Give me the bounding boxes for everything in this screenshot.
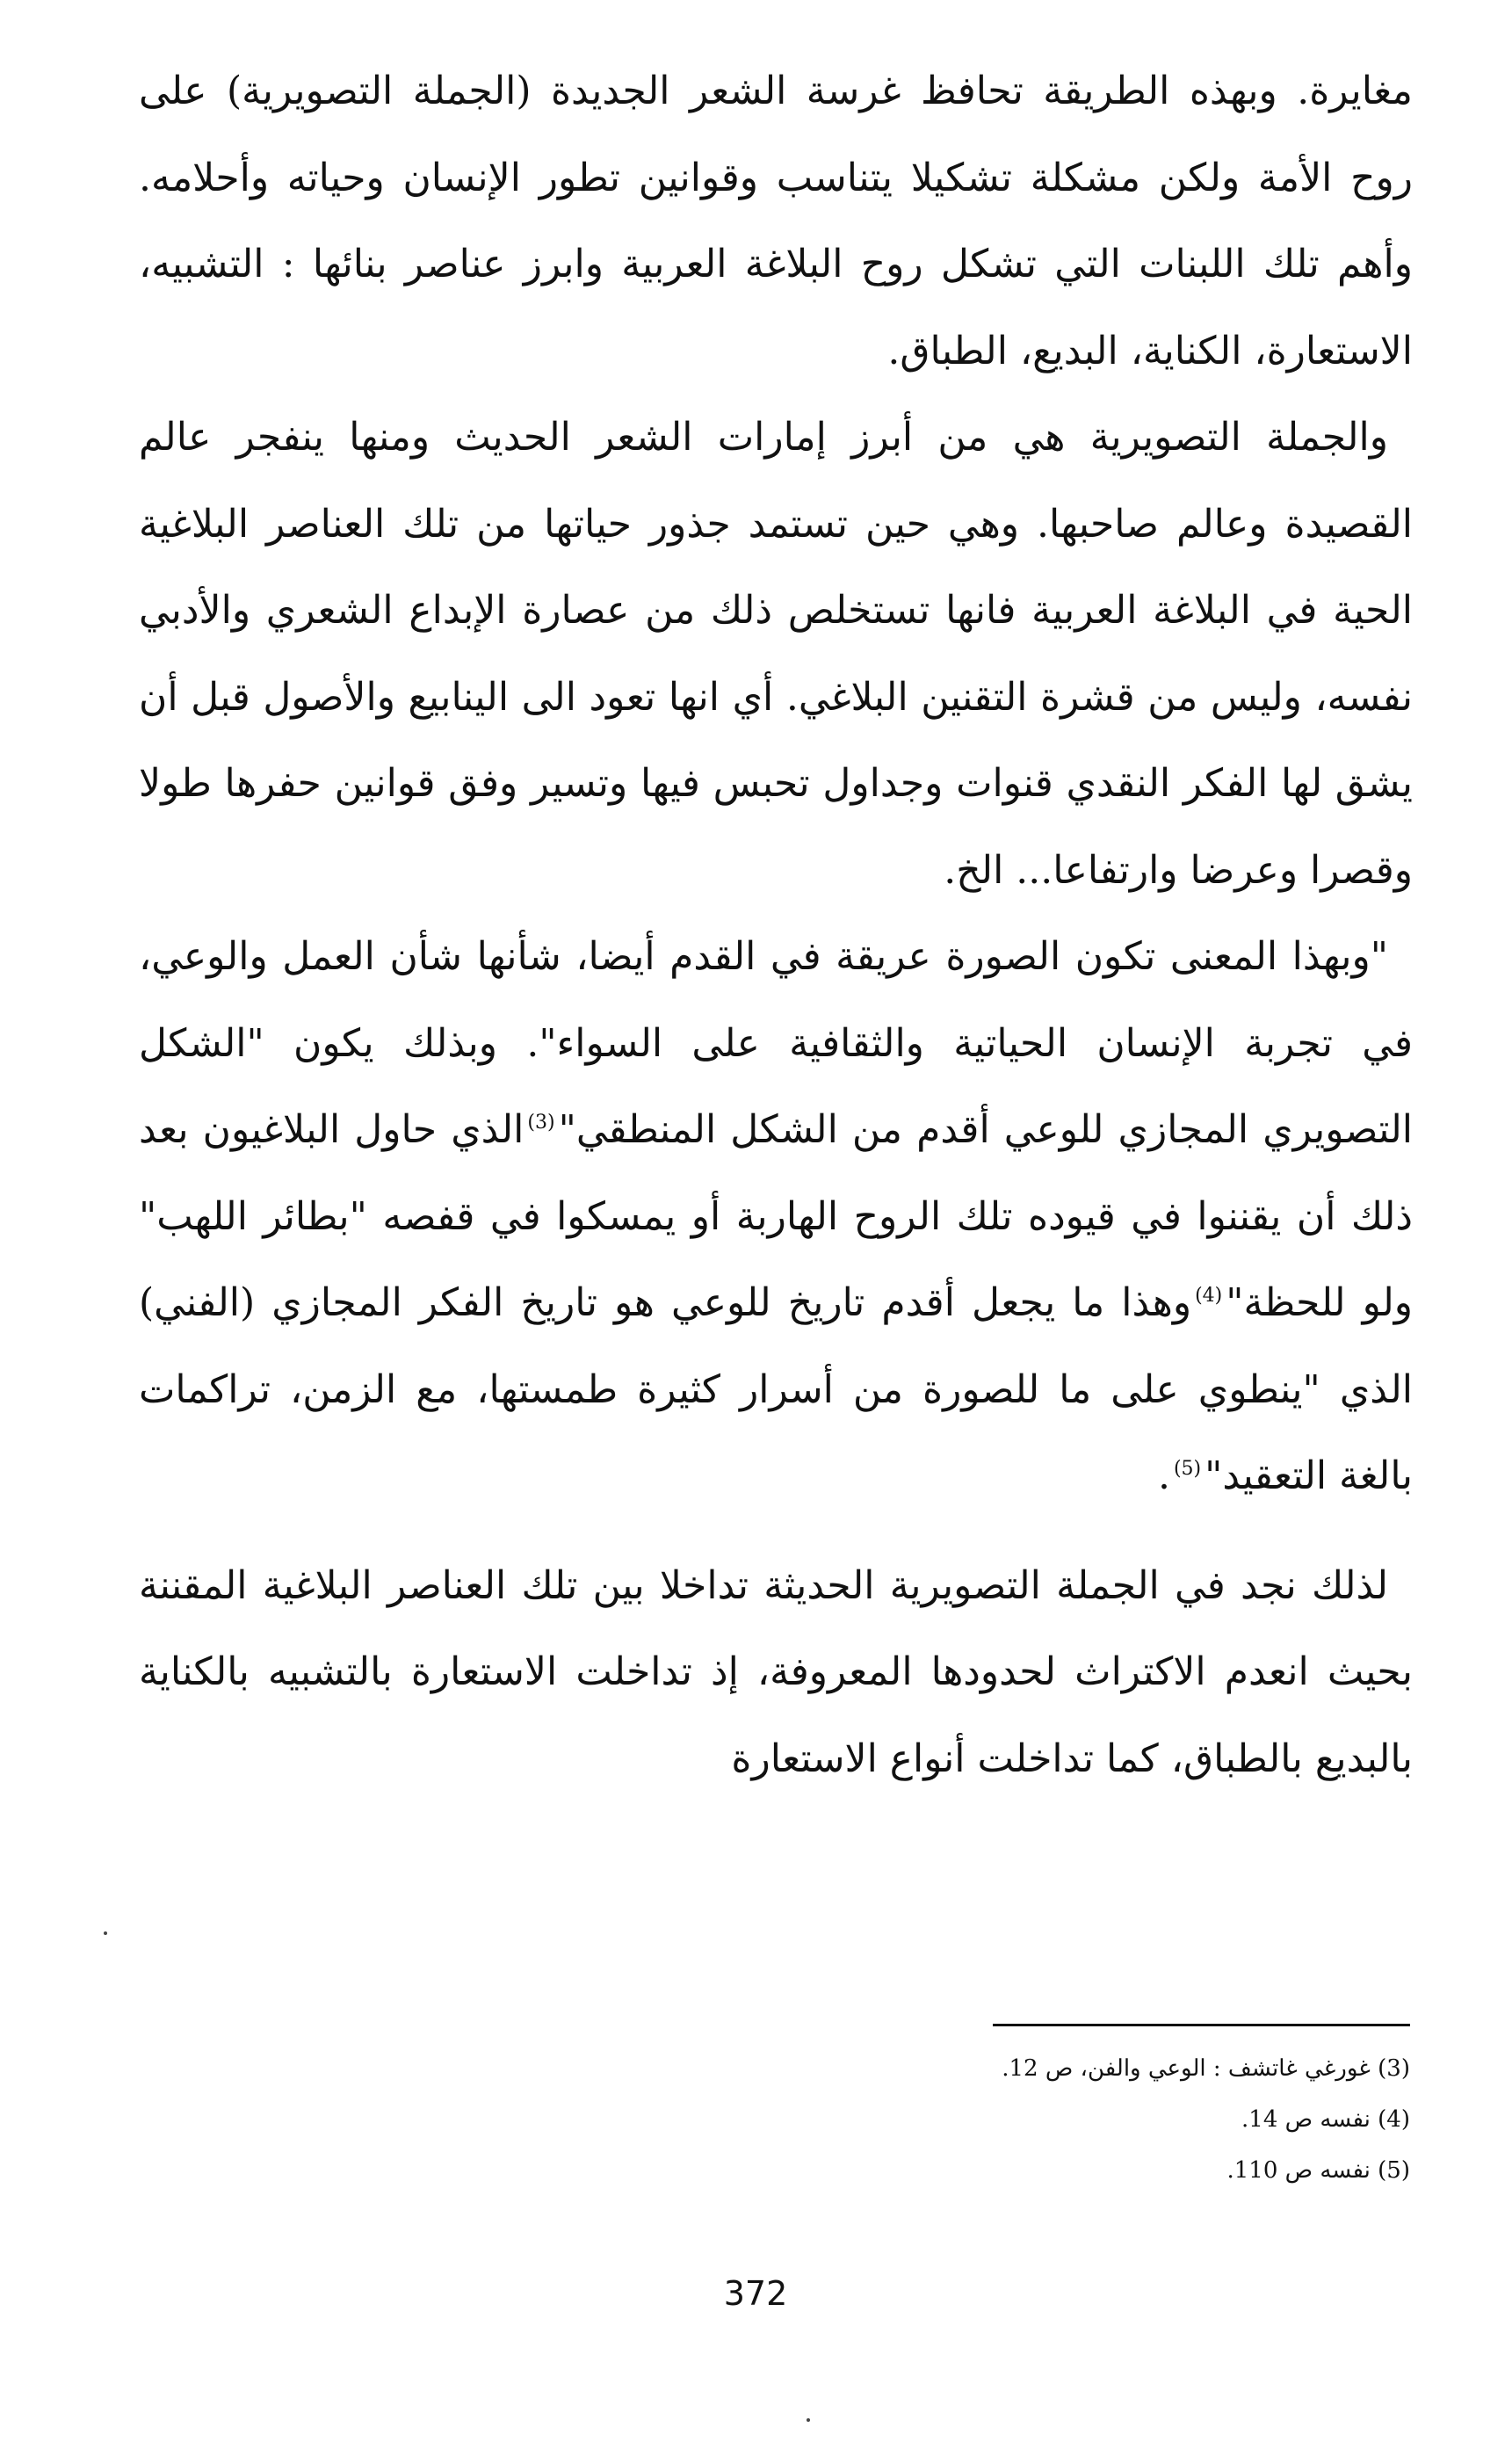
- paragraph-2: والجملة التصويرية هي من أبرز إمارات الشعر الحديث ومنها ينفجر عالم القصيدة وعالم صاحبها. وهي حين تستمد جذور حياتها من تلك العناصر البلاغية الحية في البلاغة العربية فانها تستخلص ذلك من عصارة الإبداع الشعري والأدبي نفسه، وليس من قشرة التقنين البلاغي. أي انها تعود الى الينابيع والأصول قبل أن يشق لها الفكر النقدي قنوات وجداول تحبس فيها وتسير وفق قوانين حفرها طولا وقصرا وعرضا وارتفاعا... الخ.: [139, 415, 1413, 893]
- paragraph-3-text-2: الذي حاول البلاغيون بعد ذلك أن يقننوا في قيوده تلك الروح الهاربة أو يمسكوا في قفصه "بطائر اللهب" ولو للحظة": [139, 1107, 1413, 1325]
- footnote-ref-3: (3): [527, 1112, 555, 1134]
- footnote-5: (5) نفسه ص 110.: [1226, 2157, 1410, 2184]
- paragraph-3-text-4: .: [1157, 1453, 1170, 1498]
- footnote-ref-4: (4): [1195, 1285, 1223, 1308]
- footnotes: [791, 2043, 1410, 2196]
- paragraph-3: [139, 914, 1413, 1520]
- page-number: 372: [723, 2274, 788, 2313]
- footnote-4: (4) نفسه ص 14.: [1241, 2106, 1410, 2133]
- paragraph-3-text-3: وهذا ما يجعل أقدم تاريخ للوعي هو تاريخ الفكر المجازي (الفني) الذي "ينطوي على ما للصورة من أسرار كثيرة طمستها، مع الزمن، تراكمات بالغة التعقيد": [139, 1280, 1413, 1498]
- scan-speck: [807, 2418, 810, 2422]
- footnote-3: (3) غورغي غاتشف : الوعي والفن، ص 12.: [1002, 2055, 1410, 2082]
- paragraph-3-text-1: "وبهذا المعنى تكون الصورة عريقة في القدم أيضا، شأنها شأن العمل والوعي، في تجربة الإنسان الحياتية والثقافية على السواء". وبذلك يكون "الشكل التصويري المجازي للوعي أقدم من الشكل المنطقي": [139, 934, 1413, 1152]
- paragraph-4: لذلك نجد في الجملة التصويرية الحديثة تداخلا بين تلك العناصر البلاغية المقننة بحيث انعدم الاكتراث لحدودها المعروفة، إذ تداخلت الاستعارة بالتشبيه بالكناية بالبديع بالطباق، كما تداخلت أنواع الاستعارة: [139, 1562, 1413, 1781]
- footnote-ref-5: (5): [1173, 1458, 1202, 1481]
- footnote-separator: [993, 2024, 1410, 2026]
- body-text: [139, 48, 1413, 1802]
- paragraph-1: مغايرة. وبهذه الطريقة تحافظ غرسة الشعر الجديدة (الجملة التصويرية) على روح الأمة ولكن مشكلة تشكيلا يتناسب وقوانين تطور الإنسان وحياته وأحلامه. وأهم تلك اللبنات التي تشكل روح البلاغة العربية وابرز عناصر بنائها : التشبيه، الاستعارة، الكناية، البديع، الطباق.: [139, 69, 1413, 373]
- scan-speck: [104, 1931, 107, 1935]
